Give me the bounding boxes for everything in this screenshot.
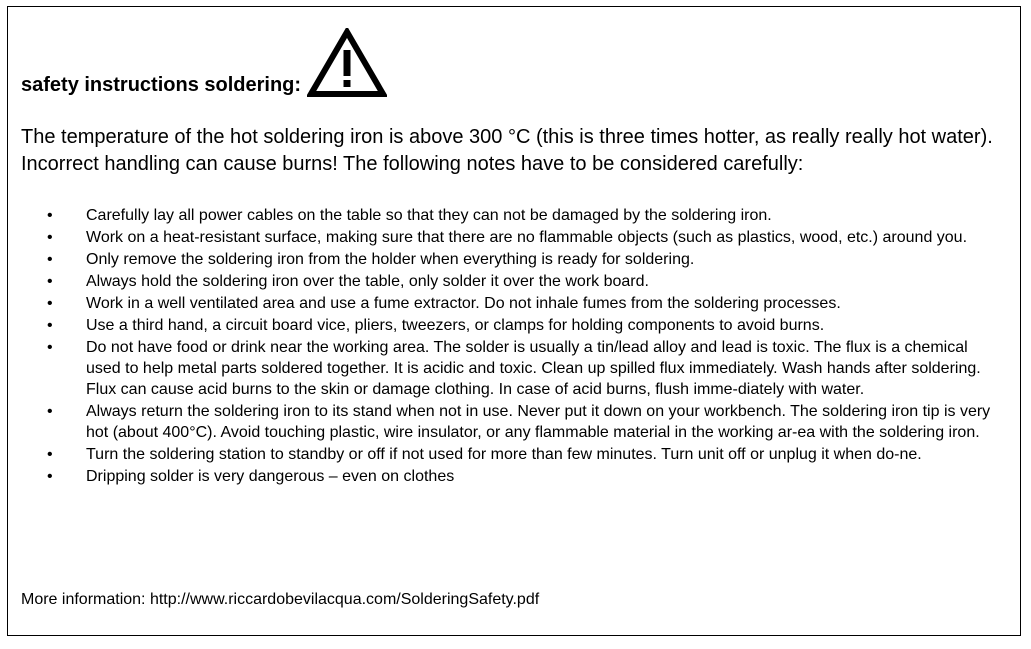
rule-text: Always return the soldering iron to its stand when not in use. Never put it down on your workbench. The soldering iron tip is very hot (about 400°C). Avoid touching plastic, wire insulator, or any flammable material in the working ar-ea with the soldering iron. <box>86 403 991 441</box>
list-item <box>47 466 1002 487</box>
document-title: safety instructions soldering: <box>21 74 302 96</box>
bullet-icon: • <box>47 403 53 420</box>
list-item <box>47 444 1002 465</box>
bullet-icon: • <box>47 251 53 268</box>
bullet-icon: • <box>47 295 53 312</box>
warning-triangle-icon <box>307 28 387 98</box>
rule-text: Use a third hand, a circuit board vice, pliers, tweezers, or clamps for holding components to avoid burns. <box>86 317 825 334</box>
rule-text: Carefully lay all power cables on the table so that they can not be damaged by the soldering iron. <box>86 207 772 224</box>
list-item <box>47 205 1002 226</box>
rule-text: Only remove the soldering iron from the holder when everything is ready for soldering. <box>86 251 695 268</box>
rule-text: Turn the soldering station to standby or off if not used for more than few minutes. Turn unit off or unplug it when do-ne. <box>86 446 922 463</box>
safety-rules-list <box>47 205 1002 488</box>
bullet-icon: • <box>47 339 53 356</box>
list-item <box>47 337 1002 400</box>
list-item <box>47 271 1002 292</box>
bullet-icon: • <box>47 317 53 334</box>
more-information-text: More information: http://www.riccardobevilacqua.com/SolderingSafety.pdf <box>21 591 540 608</box>
list-item <box>47 315 1002 336</box>
list-item <box>47 249 1002 270</box>
rule-text: Always hold the soldering iron over the table, only solder it over the work board. <box>86 273 649 290</box>
bullet-icon: • <box>47 468 53 485</box>
intro-paragraph: The temperature of the hot soldering iron is above 300 °C (this is three times hotter, as really really hot water). Incorrect handling can cause burns! The following notes have to be considered carefully: <box>21 126 993 175</box>
rule-text: Work in a well ventilated area and use a fume extractor. Do not inhale fumes from the soldering processes. <box>86 295 841 312</box>
list-item <box>47 227 1002 248</box>
rule-text: Do not have food or drink near the working area. The solder is usually a tin/lead alloy and lead is toxic. The flux is a chemical used to help metal parts soldered together. It is acidic and toxic. Clean up spilled flux immediately. Wash hands after soldering. Flux can cause acid burns to the skin or damage clothing. In case of acid burns, flush imme-diately with water. <box>86 339 981 398</box>
bullet-icon: • <box>47 273 53 290</box>
list-item <box>47 293 1002 314</box>
list-item <box>47 401 1002 443</box>
rule-text: Work on a heat-resistant surface, making sure that there are no flammable objects (such as plastics, wood, etc.) around you. <box>86 229 968 246</box>
rule-text: Dripping solder is very dangerous – even on clothes <box>86 468 455 485</box>
bullet-icon: • <box>47 207 53 224</box>
bullet-icon: • <box>47 446 53 463</box>
title-row <box>21 18 387 98</box>
bullet-icon: • <box>47 229 53 246</box>
